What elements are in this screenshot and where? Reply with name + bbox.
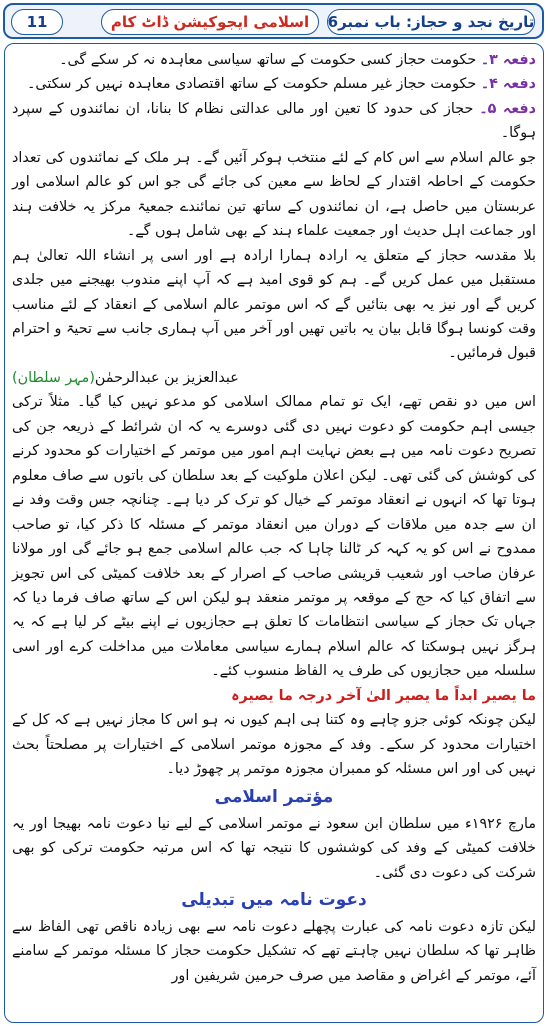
clause-text: حجاز کی حدود کا تعین اور مالی عدالتی نظام کا بنانا، ان نمائندوں کے سپرد ہوگا۔ [12, 100, 536, 142]
paragraph: لیکن تازہ دعوت نامہ کی عبارت پچھلے دعوت نامہ سے بھی زیادہ ناقص تھی الفاظ سے ظاہر تھا کہ سلطان نہیں چاہتے تھے کہ تشکیل حکومت حجاز کا مسئلہ موتمر کے سامنے آئے، موتمر کے اغراض و مقاصد میں صرف حرمین شریفین اور [12, 918, 536, 984]
arabic-quote: ما یصیر ابداً ما یصیر الیٰ آخر درجہ ما یصیرہ [231, 687, 536, 704]
document-body [12, 48, 536, 988]
clause-4 [12, 72, 536, 96]
page-header [3, 3, 544, 39]
clause-5 [12, 97, 536, 146]
paragraph: بلا مقدسہ حجاز کے متعلق یہ ارادہ ہمارا ارادہ ہے اور اسی پر انشاء اللہ تعالیٰ ہم مستقبل میں عمل کریں گے۔ ہم کو قوی امید ہے کہ آپ اپنے مندوب بھیجنے میں جلدی کریں گے اور نیز یہ بھی بتائیں گے کہ اس موتمر عالم اسلامی کے انعقاد کے لئے مناسب وقت کونسا ہوگا قابل بیان یہ باتیں تھیں اور آخر میں آپ ہماری جانب سے تحیۃ و احترام قبول فرمائیں۔ [12, 247, 536, 362]
paragraph: جو عالم اسلام سے اس کام کے لئے منتخب ہوکر آئیں گے۔ ہر ملک کے نمائندوں کی تعداد حکومت کے احاطہ اقتدار کے لحاظ سے معین کی جائے گی جو اس کو عالم اسلامی اور عربستان میں حاصل ہے، ان نمائندوں کے ساتھ تین نمائندے جمعیۃ مرکز یہ خلافت ہند اور جماعت اہل حدیث اور جمعیت علماء ہند کے بھی شامل ہوں گے۔ [12, 149, 536, 240]
paragraph: لیکن چونکہ کوئی جزو چاہے وہ کتنا ہی اہم کیوں نہ ہو اس کا مجاز نہیں ہے کہ کل کے اختیارات محدود کر سکے۔ وفد کے مجوزہ موتمر اسلامی کے اختیارات پر مصلحتاً بحث نہیں کی اور اس مسئلہ کو ممبران مجوزہ موتمر پر چھوڑ دیا۔ [12, 712, 536, 778]
clause-number: دفعہ ۳۔ [480, 52, 536, 68]
clause-3 [12, 48, 536, 72]
page-number: 11 [11, 9, 63, 35]
site-name[interactable]: اسلامی ایجوکیشن ڈاٹ کام [101, 9, 319, 35]
section-heading: مؤتمر اسلامی [214, 786, 334, 807]
section-heading: دعوت نامہ میں تبدیلی [181, 889, 367, 910]
paragraph: مارچ ۱۹۲۶ء میں سلطان ابن سعود نے موتمر اسلامی کے لیے نیا دعوت نامہ بھیجا اور یہ خلافت کمیٹی کے وفد کی کوششوں کا نتیجہ تھا کہ اس مرتبہ حکومت ترکی کو بھی شرکت کی دعوت دی گئی۔ [12, 815, 536, 881]
signature-line [12, 366, 536, 390]
seal-bracket-open: ( [89, 369, 95, 386]
clause-number: دفعہ ۴۔ [480, 76, 536, 93]
paragraph: اس میں دو نقص تھے، ایک تو تمام ممالک اسلامی کو مدعو نہیں کیا گیا۔ مثلاً ترکی جیسی اہم حکومت کو دعوت نہیں دی گئی دوسرے یہ کہ ان شرائط کے ذریعہ جن کی تصریح دعوت نامہ میں ہے بعض نہایت اہم امور میں موتمر کے اختیارات کو محدود کرنے کی کوشش کی گئی تھی۔ لیکن اعلان ملوکیت کے بعد سلطان کی باتوں سے صاف معلوم ہوتا تھا کہ انہوں نے انعقاد موتمر کے خیال کو ترک کر دیا ہے۔ چنانچہ جس وقت وفد نے ان سے جدہ میں ملاقات کے دوران میں انعقاد موتمر کے مسئلہ کا ذکر کیا، تو صاحب ممدوح نے اس کو یہ کہہ کر ٹالنا چاہا کہ جب عالم اسلامی جمع ہو جائے گی اور مولانا عرفان صاحب اور شعیب قریشی صاحب کے اصرار کے بعد خلافت کمیٹی کی اس تجویز سے اتفاق کیا کہ حج کے موقعہ پر موتمر منعقد ہو لیکن اس کے ساتھ صاف فرما دیا کہ جہاں تک حجاز کے سیاسی انتظامات کا تعلق ہے حجازیوں نے اپنے بیٹے کر لیا ہے کہ یہ ہرگز نہیں ہوسکتا کہ عالم اسلام ہمارے سیاسی معاملات میں مداخلت کرے اور اسی سلسلہ میں حجازیوں کی طرف یہ الفاظ منسوب کئے۔ [12, 394, 536, 680]
clause-text: حکومت حجاز غیر مسلم حکومت کے ساتھ اقتصادی معاہدہ نہیں کر سکتی۔ [27, 76, 481, 93]
chapter-title: تاریخ نجد و حجاز: باب نمبر6 [327, 9, 535, 35]
seal-label: مہر سلطان [17, 369, 90, 386]
signature-name: عبدالعزیز بن عبدالرحمٰن [94, 369, 239, 386]
clause-text: حکومت حجاز کسی حکومت کے ساتھ سیاسی معاہدہ نہ کر سکے گی۔ [59, 52, 481, 68]
seal-bracket-close: ) [12, 369, 18, 386]
clause-number: دفعہ ۵۔ [479, 100, 536, 117]
